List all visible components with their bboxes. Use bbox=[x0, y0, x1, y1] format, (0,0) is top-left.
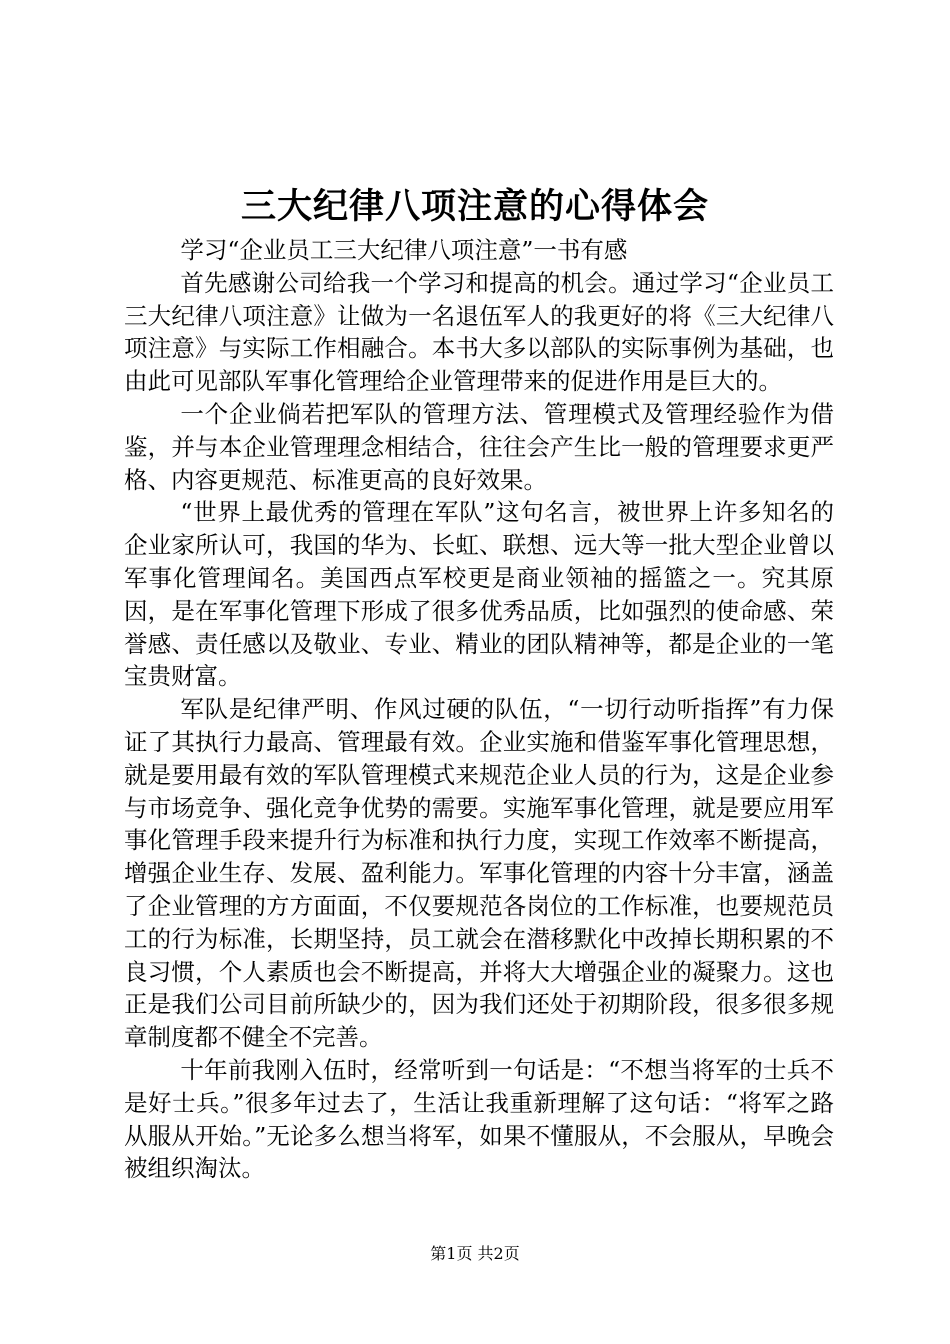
body-paragraph: 十年前我刚入伍时，经常听到一句话是：“不想当将军的士兵不是好士兵。”很多年过去了，生活让我重新理解了这句话：“将军之路从服从开始。”无论多么想当将军，如果不懂服从，不会服从，早晚会被组织淘汰。 bbox=[124, 1055, 834, 1183]
page-footer: 第1页 共2页 bbox=[430, 1244, 520, 1263]
body-paragraph: 军队是纪律严明、作风过硬的队伍，“一切行动听指挥”有力保证了其执行力最高、管理最有效。企业实施和借鉴军事化管理思想，就是要用最有效的军队管理模式来规范企业人员的行为，这是企业参与市场竞争、强化竞争优势的需要。实施军事化管理，就是要应用军事化管理手段来提升行为标准和执行力度，实现工作效率不断提高，增强企业生存、发展、盈利能力。军事化管理的内容十分丰富，涵盖了企业管理的方方面面，不仅要规范各岗位的工作标准，也要规范员工的行为标准，长期坚持，员工就会在潜移默化中改掉长期积累的不良习惯，个人素质也会不断提高，并将大大增强企业的凝聚力。这也正是我们公司目前所缺少的，因为我们还处于初期阶段，很多很多规章制度都不健全不完善。 bbox=[124, 695, 834, 1052]
body-paragraph: 一个企业倘若把军队的管理方法、管理模式及管理经验作为借鉴，并与本企业管理理念相结合，往往会产生比一般的管理要求更严格、内容更规范、标准更高的良好效果。 bbox=[124, 399, 834, 494]
body-paragraph: 首先感谢公司给我一个学习和提高的机会。通过学习“企业员工三大纪律八项注意》让做为一名退伍军人的我更好的将《三大纪律八项注意》与实际工作相融合。本书大多以部队的实际事例为基础，也由此可见部队军事化管理给企业管理带来的促进作用是巨大的。 bbox=[124, 268, 834, 396]
document-title: 三大纪律八项注意的心得体会 bbox=[240, 187, 709, 227]
body-paragraph: “世界上最优秀的管理在军队”这句名言，被世界上许多知名的企业家所认可，我国的华为、长虹、联想、远大等一批大型企业曾以军事化管理闻名。美国西点军校更是商业领袖的摇篮之一。究其原因，是在军事化管理下形成了很多优秀品质，比如强烈的使命感、荣誉感、责任感以及敬业、专业、精业的团队精神等，都是企业的一笔宝贵财富。 bbox=[124, 498, 834, 691]
subtitle-paragraph: 学习“企业员工三大纪律八项注意”一书有感 bbox=[180, 236, 628, 264]
document-body bbox=[124, 234, 834, 1185]
